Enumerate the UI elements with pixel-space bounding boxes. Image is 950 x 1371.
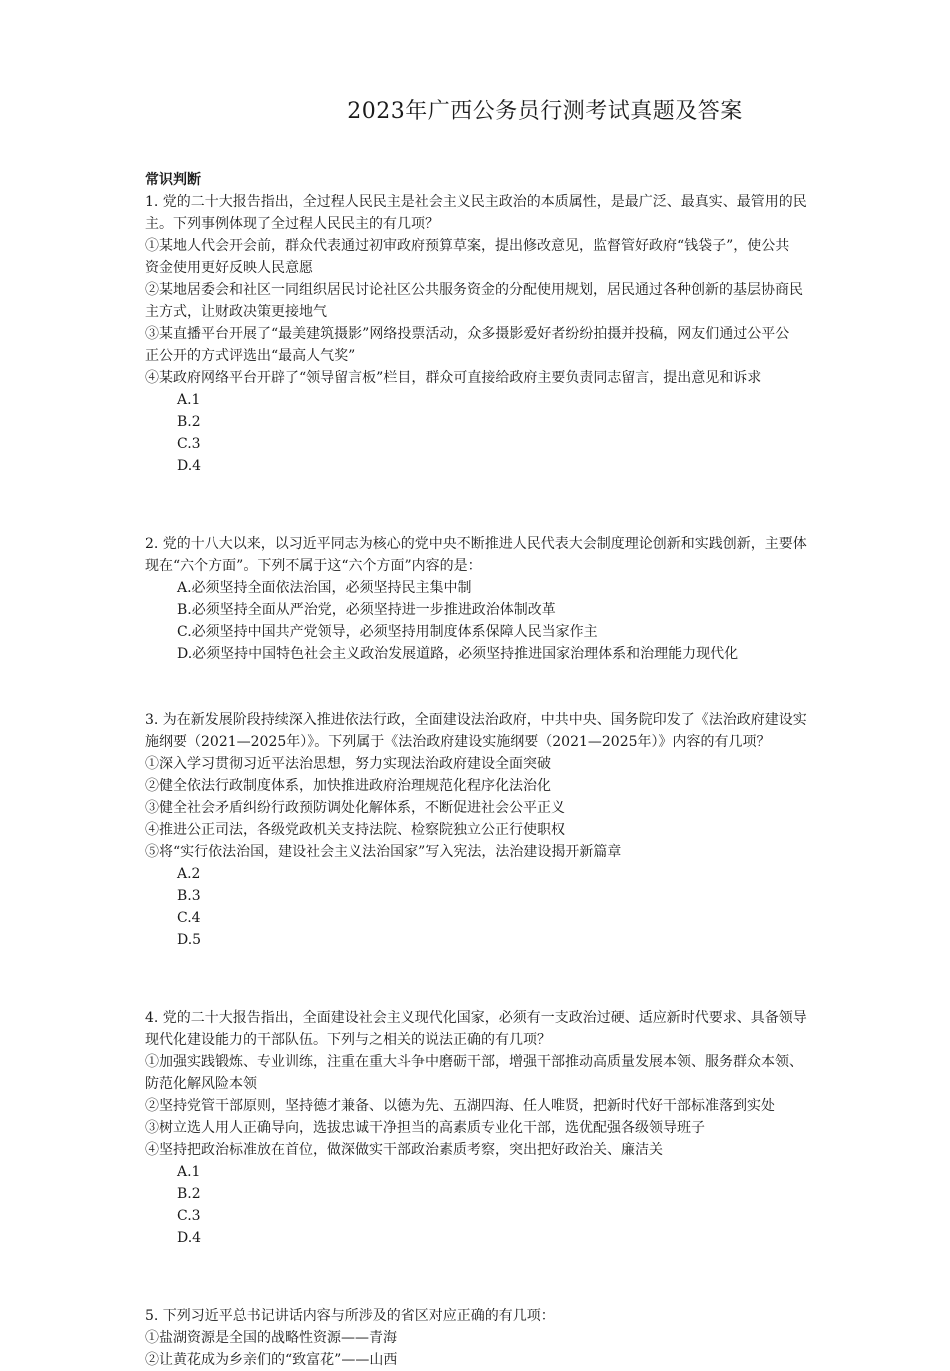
document-body xyxy=(145,170,940,1371)
question-line: ②让黄花成为乡亲们的“致富花”——山西 xyxy=(145,1352,398,1368)
answer-option: A.2 xyxy=(177,866,201,882)
question-line: 主方式，让财政决策更接地气 xyxy=(145,304,327,320)
question-line: ①深入学习贯彻习近平法治思想，努力实现法治政府建设全面突破 xyxy=(145,756,551,772)
question-line: ③树立选人用人正确导向，选拔忠诚干净担当的高素质专业化干部，选优配强各级领导班子 xyxy=(145,1120,705,1136)
question-line: ④推进公正司法，各级党政机关支持法院、检察院独立公正行使职权 xyxy=(145,822,565,838)
answer-option: D.必须坚持中国特色社会主义政治发展道路，必须坚持推进国家治理体系和治理能力现代化 xyxy=(177,646,739,662)
question-line: 施纲要（2021—2025年）》。下列属于《法治政府建设实施纲要（2021—2025年）》内容的有几项？ xyxy=(145,734,771,750)
question-line: 4. 党的二十大报告指出，全面建设社会主义现代化国家，必须有一支政治过硬、适应新时代要求、具备领导 xyxy=(145,1010,807,1026)
answer-option: B.2 xyxy=(177,1186,201,1202)
question-1 xyxy=(145,191,940,477)
question-5 xyxy=(145,1305,940,1371)
question-line: ①加强实践锻炼、专业训练，注重在重大斗争中磨砺干部，增强干部推动高质量发展本领、服务群众本领、 xyxy=(145,1054,803,1070)
answer-option: C.必须坚持中国共产党领导，必须坚持用制度体系保障人民当家作主 xyxy=(177,624,598,640)
question-line: 3. 为在新发展阶段持续深入推进依法行政，全面建设法治政府，中共中央、国务院印发了《法治政府建设实 xyxy=(145,712,807,728)
answer-option: A.必须坚持全面依法治国，必须坚持民主集中制 xyxy=(177,580,472,596)
question-3 xyxy=(145,709,940,951)
question-line: 5. 下列习近平总书记讲话内容与所涉及的省区对应正确的有几项： xyxy=(145,1308,555,1324)
question-4 xyxy=(145,1007,940,1249)
question-line: 防范化解风险本领 xyxy=(145,1076,257,1092)
answer-option: C.3 xyxy=(177,1208,201,1224)
answer-option: B.3 xyxy=(177,888,201,904)
document-title: 2023年广西公务员行测考试真题及答案 xyxy=(347,99,743,124)
question-line: 现代化建设能力的干部队伍。下列与之相关的说法正确的有几项？ xyxy=(145,1032,551,1048)
answer-option: A.1 xyxy=(177,1164,201,1180)
question-line: 主。下列事例体现了全过程人民民主的有几项？ xyxy=(145,216,439,232)
answer-option: D.4 xyxy=(177,458,202,474)
question-line: 正公开的方式评选出“最高人气奖” xyxy=(145,348,356,364)
question-line: ③健全社会矛盾纠纷行政预防调处化解体系，不断促进社会公平正义 xyxy=(145,800,565,816)
answer-option: D.4 xyxy=(177,1230,202,1246)
answer-option: C.4 xyxy=(177,910,201,926)
question-line: 1. 党的二十大报告指出，全过程人民民主是社会主义民主政治的本质属性，是最广泛、最真实、最管用的民 xyxy=(145,194,807,210)
question-line: ②坚持党管干部原则，坚持德才兼备、以德为先、五湖四海、任人唯贤，把新时代好干部标准落到实处 xyxy=(145,1098,775,1114)
answer-option: A.1 xyxy=(177,392,201,408)
question-line: ④某政府网络平台开辟了“领导留言板”栏目，群众可直接给政府主要负责同志留言，提出意见和诉求 xyxy=(145,370,762,386)
answer-option: B.2 xyxy=(177,414,201,430)
section-heading: 常识判断 xyxy=(145,172,201,188)
question-line: ①盐湖资源是全国的战略性资源——青海 xyxy=(145,1330,397,1346)
question-line: ②某地居委会和社区一同组织居民讨论社区公共服务资金的分配使用规划，居民通过各种创新的基层协商民 xyxy=(145,282,803,298)
answer-option: D.5 xyxy=(177,932,202,948)
answer-option: C.3 xyxy=(177,436,201,452)
question-line: ⑤将“实行依法治国，建设社会主义法治国家”写入宪法，法治建设揭开新篇章 xyxy=(145,844,622,860)
question-line: 资金使用更好反映人民意愿 xyxy=(145,260,313,276)
question-line: 现在“六个方面”。下列不属于这“六个方面”内容的是： xyxy=(145,558,482,574)
question-line: ②健全依法行政制度体系，加快推进政府治理规范化程序化法治化 xyxy=(145,778,551,794)
question-2 xyxy=(145,533,940,665)
answer-option: B.必须坚持全面从严治党，必须坚持进一步推进政治体制改革 xyxy=(177,602,556,618)
question-line: ④坚持把政治标准放在首位，做深做实干部政治素质考察，突出把好政治关、廉洁关 xyxy=(145,1142,663,1158)
question-line: ①某地人代会开会前，群众代表通过初审政府预算草案，提出修改意见，监督管好政府“钱袋子”，使公共 xyxy=(145,238,790,254)
question-line: ③某直播平台开展了“最美建筑摄影”网络投票活动，众多摄影爱好者纷纷拍摄并投稿，网友们通过公平公 xyxy=(145,326,790,342)
question-line: 2. 党的十八大以来，以习近平同志为核心的党中央不断推进人民代表大会制度理论创新和实践创新，主要体 xyxy=(145,536,807,552)
